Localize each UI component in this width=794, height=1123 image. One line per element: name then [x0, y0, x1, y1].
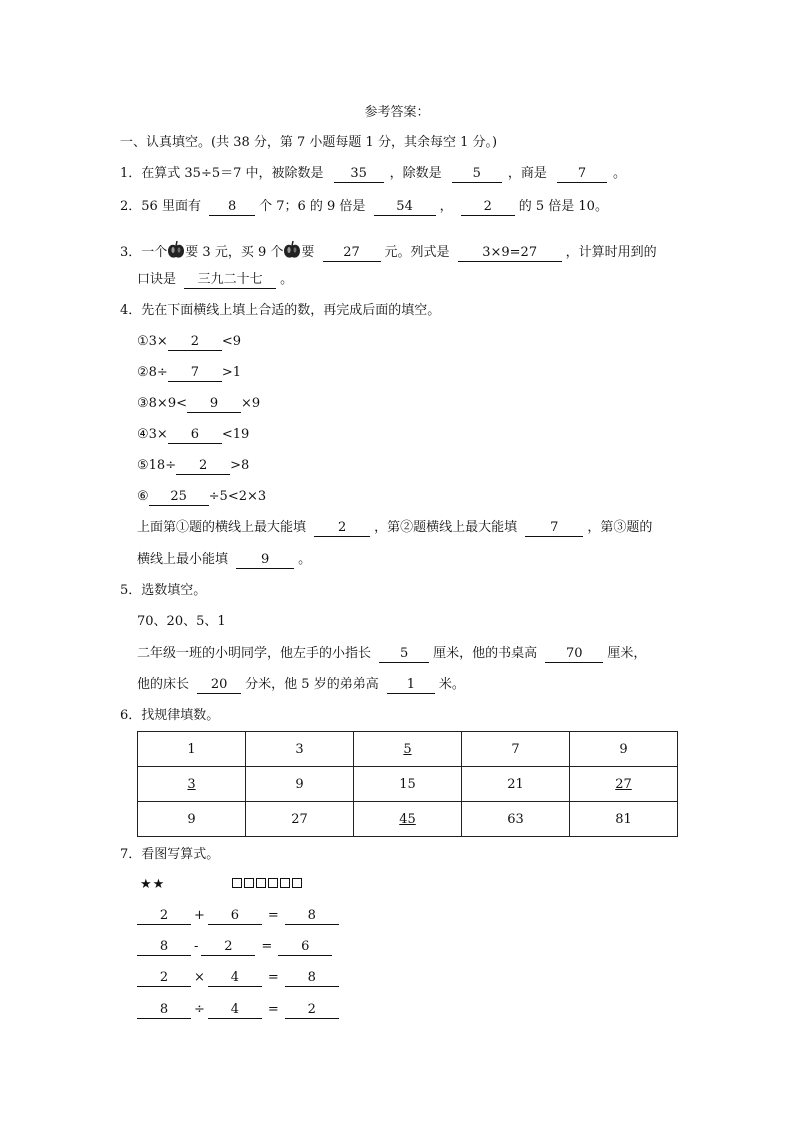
q4-row-1-answer: 2 — [168, 334, 222, 351]
q4-row-2-pre: ②8÷ — [137, 365, 168, 380]
q5-text-2: 厘米，他的书桌高 — [433, 646, 538, 661]
table-row — [138, 802, 678, 837]
q4-summary-text-3: ，第③题的 — [587, 520, 653, 535]
q7-equation-4 — [137, 1001, 339, 1019]
q4-summary-answer-1: 2 — [314, 520, 370, 537]
q4-row-6-answer: 25 — [149, 489, 209, 506]
q5-answer-1: 5 — [379, 646, 429, 663]
q7-heading: 7．看图写算式。 — [120, 847, 220, 862]
q5-text-4: 他的床长 — [137, 677, 190, 692]
q3-answer-3: 三九二十七 — [184, 272, 276, 289]
q2-text-1: 2．56 里面有 — [120, 199, 201, 214]
q7-picture — [140, 876, 304, 894]
q1-text-3: ，商是 — [507, 166, 547, 181]
q4-heading: 4．先在下面横线上填上合适的数，再完成后面的填空。 — [120, 303, 441, 318]
q1-answer-3: 7 — [557, 166, 607, 183]
q4-summary-text-4: 横线上最小能填 — [137, 552, 229, 567]
question-3-cont — [137, 271, 293, 289]
table-row — [138, 767, 678, 802]
square-icon — [232, 878, 242, 888]
table-cell: 7 — [462, 732, 570, 767]
q4-summary-line-2 — [137, 551, 311, 569]
q1-text-2: ，除数是 — [389, 166, 442, 181]
q4-row-5-pre: ⑤18÷ — [137, 458, 177, 473]
q6-heading: 6．找规律填数。 — [120, 708, 220, 723]
q7-equation-1 — [137, 907, 339, 925]
q4-row-5 — [137, 457, 249, 475]
table-cell: 3 — [246, 732, 354, 767]
q5-heading: 5．选数填空。 — [120, 583, 207, 598]
question-1 — [120, 165, 626, 183]
q3-text-1: 3．一个 — [120, 245, 168, 260]
apple-icon — [167, 240, 185, 260]
eq3-result: 8 — [285, 970, 339, 987]
eq2-result: 6 — [278, 939, 332, 956]
q2-answer-2: 54 — [374, 199, 436, 216]
table-cell: 81 — [570, 802, 678, 837]
q4-row-2-answer: 7 — [168, 365, 222, 382]
eq3-operand-b: 4 — [208, 970, 262, 987]
q1-text-4: 。 — [612, 166, 626, 181]
table-cell: 15 — [354, 767, 462, 802]
table-cell: 9 — [246, 767, 354, 802]
eq1-operand-a: 2 — [137, 908, 191, 925]
q4-summary-answer-2: 7 — [525, 520, 583, 537]
eq2-equals: = — [261, 939, 273, 954]
table-cell-answer: 5 — [354, 732, 462, 767]
q4-summary-line-1 — [137, 519, 652, 537]
q4-summary-text-5: 。 — [298, 552, 312, 567]
q2-text-4: 的 5 倍是 10。 — [518, 199, 608, 214]
table-cell-answer: 45 — [354, 802, 462, 837]
eq1-result: 8 — [285, 908, 339, 925]
square-icon — [256, 878, 266, 888]
q2-text-2: 个 7；6 的 9 倍是 — [259, 199, 366, 214]
q2-answer-3: 2 — [461, 199, 515, 216]
q4-row-4 — [137, 426, 249, 444]
square-icon — [268, 878, 278, 888]
square-icon — [244, 878, 254, 888]
q5-answer-4: 1 — [387, 677, 435, 694]
q4-row-2 — [137, 364, 241, 382]
square-icons — [232, 877, 304, 892]
table-cell-answer: 3 — [138, 767, 246, 802]
q5-text-3: 厘米， — [607, 646, 647, 661]
q4-row-3-answer: 9 — [187, 396, 241, 413]
q4-row-3 — [137, 395, 260, 413]
q3-text-3: 要 — [301, 245, 315, 260]
q4-summary-text-2: ，第②题横线上最大能填 — [374, 520, 518, 535]
page-title: 参考答案： — [364, 105, 430, 120]
square-icon — [292, 878, 302, 888]
q2-answer-1: 8 — [209, 199, 255, 216]
apple-icon — [283, 240, 301, 260]
eq2-operator: - — [194, 939, 199, 954]
q4-row-6 — [137, 488, 266, 506]
q5-line-2 — [137, 676, 465, 694]
q3-text-5: ，计算时用到的 — [565, 245, 657, 260]
q4-row-3-post: ×9 — [240, 396, 261, 411]
q7-equation-3 — [137, 969, 339, 987]
q5-text-5: 分米，他 5 岁的弟弟高 — [245, 677, 379, 692]
eq1-operand-b: 6 — [208, 908, 262, 925]
q3-text-7: 。 — [280, 272, 294, 287]
table-cell: 27 — [246, 802, 354, 837]
q1-text-1: 1．在算式 35÷5＝7 中，被除数是 — [120, 166, 324, 181]
q5-answer-2: 70 — [545, 646, 603, 663]
q4-row-5-answer: 2 — [176, 458, 230, 475]
q4-summary-text-1: 上面第①题的横线上最大能填 — [137, 520, 307, 535]
q4-row-1-pre: ①3× — [137, 334, 168, 349]
eq4-operator: ÷ — [194, 1002, 205, 1017]
q7-equation-2 — [137, 938, 332, 956]
q4-row-6-pre: ⑥ — [137, 489, 149, 504]
table-cell: 1 — [138, 732, 246, 767]
q3-answer-2: 3×9=27 — [458, 245, 562, 262]
q4-row-4-answer: 6 — [168, 427, 222, 444]
q4-row-4-pre: ④3× — [137, 427, 168, 442]
q4-row-5-post: >8 — [230, 458, 250, 473]
eq4-equals: = — [267, 1002, 279, 1017]
q4-row-1 — [137, 333, 241, 351]
question-3 — [120, 240, 657, 262]
eq2-operand-b: 2 — [201, 939, 255, 956]
table-cell: 9 — [138, 802, 246, 837]
q1-answer-2: 5 — [452, 166, 502, 183]
table-cell: 21 — [462, 767, 570, 802]
question-2 — [120, 198, 608, 216]
eq3-operand-a: 2 — [137, 970, 191, 987]
q5-text-6: 米。 — [438, 677, 465, 692]
q5-answer-3: 20 — [197, 677, 241, 694]
section-heading: 一、认真填空。(共 38 分，第 7 小题每题 1 分，其余每空 1 分。) — [120, 135, 498, 150]
eq1-operator: + — [194, 908, 205, 923]
q4-row-1-post: <9 — [221, 334, 241, 349]
table-cell: 9 — [570, 732, 678, 767]
star-icons: ★★ — [140, 877, 166, 892]
pattern-table — [137, 731, 678, 837]
q4-row-2-post: >1 — [221, 365, 241, 380]
q3-text-2: 要 3 元，买 9 个 — [185, 245, 284, 260]
q4-row-6-post: ÷5<2×3 — [208, 489, 267, 504]
q5-number-choices: 70、20、5、1 — [137, 614, 226, 629]
eq3-equals: = — [267, 970, 279, 985]
q1-answer-1: 35 — [334, 166, 384, 183]
square-icon — [280, 878, 290, 888]
eq4-result: 2 — [285, 1002, 339, 1019]
q3-text-4: 元。列式是 — [384, 245, 450, 260]
eq2-operand-a: 8 — [137, 939, 191, 956]
q3-answer-1: 27 — [323, 245, 381, 262]
q5-line-1 — [137, 645, 646, 663]
q3-text-6: 口诀是 — [137, 272, 177, 287]
eq4-operand-a: 8 — [137, 1002, 191, 1019]
q4-row-3-pre: ③8×9< — [137, 396, 187, 411]
table-row — [138, 732, 678, 767]
eq4-operand-b: 4 — [208, 1002, 262, 1019]
q4-row-4-post: <19 — [221, 427, 250, 442]
eq1-equals: = — [267, 908, 279, 923]
q2-text-3: ， — [439, 199, 453, 214]
q4-summary-answer-3: 9 — [236, 552, 294, 569]
q5-text-1: 二年级一班的小明同学，他左手的小指长 — [137, 646, 372, 661]
eq3-operator: × — [194, 970, 205, 985]
table-cell: 63 — [462, 802, 570, 837]
table-cell-answer: 27 — [570, 767, 678, 802]
